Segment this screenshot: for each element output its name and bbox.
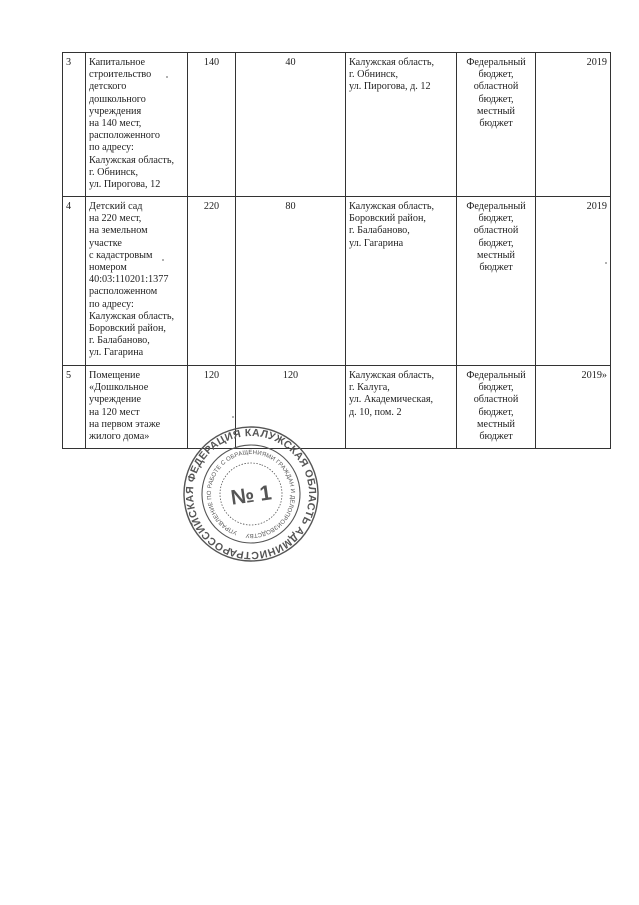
row-number: 4 [63,197,86,366]
table-row [63,366,611,449]
address-cell: Калужская область, Боровский район, г. Балабаново, ул. Гагарина [346,197,457,366]
object-name: Помещение «Дошкольное учреждение на 120 мест на первом этаже жилого дома» [86,366,188,449]
new-places-cell: 40 [236,53,346,197]
funding-cell: Федеральный бюджет, областной бюджет, местный бюджет [457,366,536,449]
year-cell: 2019» [536,366,611,449]
new-places-cell: 80 [236,197,346,366]
row-number: 3 [63,53,86,197]
scan-speck [605,262,607,264]
object-name: Детский сад на 220 мест, на земельном участке с кадастровым номером 40:03:110201:1377 расположенном по адресу: Калужская область, Боровский район, г. Балабаново, ул. Гагарина [86,197,188,366]
year-cell: 2019 [536,197,611,366]
capacity-cell: 120 [188,366,236,449]
funding-cell: Федеральный бюджет, областной бюджет, местный бюджет [457,53,536,197]
new-places-cell: 120 [236,366,346,449]
year-cell: 2019 [536,53,611,197]
objects-table [62,52,611,449]
address-cell: Калужская область, г. Калуга, ул. Академическая, д. 10, пом. 2 [346,366,457,449]
seal-number: № 1 [229,481,274,510]
scan-speck [232,416,234,418]
object-name: Капитальное строительство детского дошкольного учреждения на 140 мест, расположенного по адресу: Калужская область, г. Обнинск, ул. Пирогова, 12 [86,53,188,197]
capacity-cell: 140 [188,53,236,197]
scan-speck [166,76,168,78]
row-number: 5 [63,366,86,449]
seal-outer-text: РОССИЙСКАЯ ФЕДЕРАЦИЯ КАЛУЖСКАЯ ОБЛАСТЬ АДМИНИСТРАЦИЯ [183,426,319,562]
capacity-cell: 220 [188,197,236,366]
funding-cell: Федеральный бюджет, областной бюджет, местный бюджет [457,197,536,366]
scan-speck [162,259,164,261]
official-seal-stamp [181,424,321,564]
seal-inner-text: УПРАВЛЕНИЕ ПО РАБОТЕ С ОБРАЩЕНИЯМИ ГРАЖДАН И ДЕЛОПРОИЗВОДСТВУ [206,449,296,539]
address-cell: Калужская область, г. Обнинск, ул. Пирогова, д. 12 [346,53,457,197]
table-row [63,197,611,366]
table-row [63,53,611,197]
